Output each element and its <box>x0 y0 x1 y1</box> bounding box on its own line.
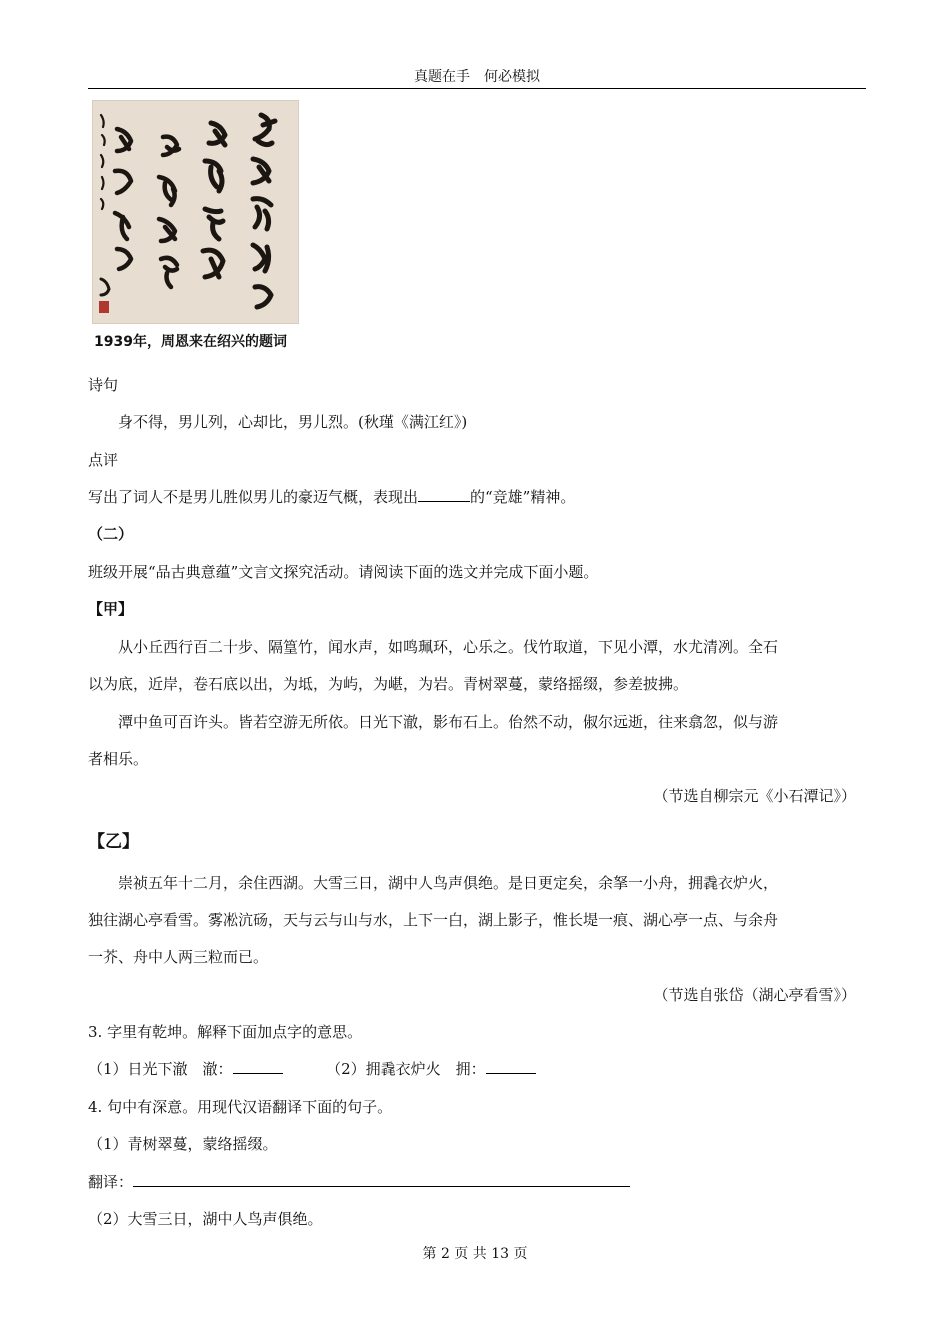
jia-paragraph-line: 以为底，近岸，卷石底以出，为坻，为屿，为嵁，为岩。青树翠蔓，蒙络摇缀，参差披拂。 <box>88 675 689 693</box>
calligraphy-image <box>92 100 299 324</box>
yi-label: 【乙】 <box>88 832 139 852</box>
question-3: 3. 字里有乾坤。解释下面加点字的意思。 <box>88 1023 363 1041</box>
section-intro: 班级开展“品古典意蕴”文言文探究活动。请阅读下面的选文并完成下面小题。 <box>88 563 599 581</box>
answer-blank[interactable] <box>418 501 470 502</box>
translate-line <box>88 1171 630 1192</box>
seal-stamp <box>99 301 109 313</box>
answer-blank-3-2[interactable] <box>486 1073 536 1074</box>
question-4-2: （2）大雪三日，湖中人鸟声俱绝。 <box>88 1210 323 1228</box>
translation-answer-line[interactable] <box>133 1186 630 1187</box>
calligraphy-strokes <box>93 101 298 323</box>
section-two-title: （二） <box>88 525 134 543</box>
question-3-1: （1）日光下澈 澈： <box>88 1060 233 1078</box>
jia-paragraph-line: 潭中鱼可百许头。皆若空游无所依。日光下澈，影布石上。佁然不动，俶尔远逝，往来翕忽，似与游 <box>118 713 779 731</box>
question-4: 4. 句中有深意。用现代汉语翻译下面的句子。 <box>88 1098 393 1116</box>
answer-blank-3-1[interactable] <box>233 1073 283 1074</box>
comment-text-after: 的“竞雄”精神。 <box>470 488 576 506</box>
poem-line: 身不得，男儿列，心却比，男儿烈。(秋瑾《满江红》) <box>118 413 468 431</box>
header-rule <box>88 88 866 89</box>
label-poem: 诗句 <box>88 376 119 394</box>
question-3-items <box>88 1058 536 1079</box>
translate-label: 翻译： <box>88 1173 134 1191</box>
jia-paragraph-line: 从小丘西行百二十步、隔篁竹，闻水声，如鸣珮环，心乐之。伐竹取道，下见小潭，水尤清冽。全石 <box>118 638 779 656</box>
question-3-2: （2）拥毳衣炉火 拥： <box>326 1060 486 1078</box>
jia-label: 【甲】 <box>88 600 134 618</box>
jia-paragraph-line: 者相乐。 <box>88 750 149 768</box>
yi-source: （节选自张岱（湖心亭看雪》） <box>653 986 856 1004</box>
yi-paragraph-line: 一芥、舟中人两三粒而已。 <box>88 948 269 966</box>
yi-paragraph-line: 独往湖心亭看雪。雾凇沆砀，天与云与山与水，上下一白，湖上影子，惟长堤一痕、湖心亭一点、与余舟 <box>88 911 779 929</box>
comment-line <box>88 486 575 507</box>
page-header: 真题在手 何必模拟 <box>414 69 540 85</box>
page-number: 第 2 页 共 13 页 <box>422 1246 528 1262</box>
question-4-1: （1）青树翠蔓，蒙络摇缀。 <box>88 1135 278 1153</box>
yi-paragraph-line: 崇祯五年十二月，余住西湖。大雪三日，湖中人鸟声俱绝。是日更定矣，余拏一小舟，拥毳衣炉火， <box>118 874 779 892</box>
jia-source: （节选自柳宗元《小石潭记》） <box>653 787 856 805</box>
comment-text-before: 写出了词人不是男儿胜似男儿的豪迈气概，表现出 <box>88 488 419 506</box>
label-comment: 点评 <box>88 451 119 469</box>
image-caption: 1939年，周恩来在绍兴的题词 <box>94 334 287 350</box>
